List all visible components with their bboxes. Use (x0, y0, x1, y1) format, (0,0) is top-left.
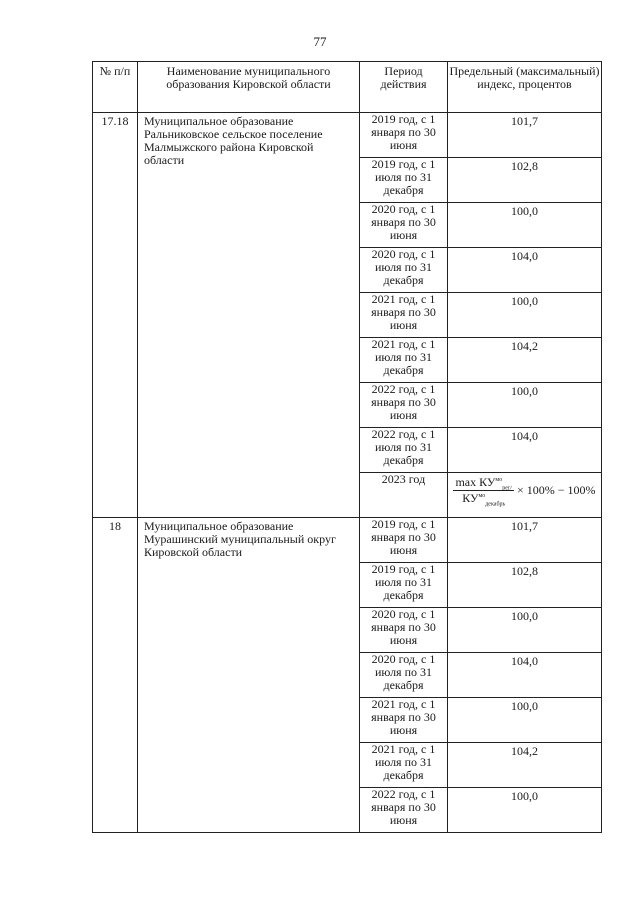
formula-numerator-sup: мо (495, 477, 503, 483)
formula-numerator (453, 476, 514, 491)
header-number: № п/п (93, 62, 138, 113)
period-cell: 2021 год, с 1 января по 30 июня (360, 698, 448, 743)
row-number: 18 (93, 518, 138, 833)
period-cell: 2023 год (360, 473, 448, 518)
index-formula-cell (448, 473, 602, 518)
period-cell: 2019 год, с 1 июля по 31 декабря (360, 563, 448, 608)
period-cell: 2021 год, с 1 января по 30 июня (360, 293, 448, 338)
index-value: 100,0 (448, 203, 602, 248)
period-cell: 2020 год, с 1 июля по 31 декабря (360, 653, 448, 698)
index-value: 104,0 (448, 428, 602, 473)
index-value: 100,0 (448, 383, 602, 428)
index-value: 100,0 (448, 698, 602, 743)
period-cell: 2020 год, с 1 июля по 31 декабря (360, 248, 448, 293)
index-value: 104,0 (448, 653, 602, 698)
table-header-row (93, 62, 602, 113)
index-value: 104,2 (448, 338, 602, 383)
period-cell: 2019 год, с 1 января по 30 июня (360, 113, 448, 158)
index-value: 104,2 (448, 743, 602, 788)
index-value: 100,0 (448, 293, 602, 338)
formula-denominator-sup: мо (478, 493, 486, 499)
header-index: Предельный (максимальный) индекс, процентов (448, 62, 602, 113)
period-cell: 2021 год, с 1 июля по 31 декабря (360, 743, 448, 788)
header-period: Период действия (360, 62, 448, 113)
formula-denominator-text: КУ (462, 491, 479, 505)
table-row (93, 113, 602, 158)
municipality-name: Муниципальное образование Ральниковское сельское поселение Малмыжского района Кировской области (138, 113, 360, 518)
formula-denominator-sub: декабрь (485, 501, 506, 508)
header-municipality: Наименование муниципального образования Кировской области (138, 62, 360, 113)
formula-numerator-text: max КУ (455, 475, 496, 489)
table-body (93, 113, 602, 833)
period-cell: 2021 год, с 1 июля по 31 декабря (360, 338, 448, 383)
period-cell: 2020 год, с 1 января по 30 июня (360, 203, 448, 248)
row-number: 17.18 (93, 113, 138, 518)
period-cell: 2022 год, с 1 января по 30 июня (360, 788, 448, 833)
formula-fraction (453, 475, 514, 508)
formula-tail: × 100% − 100% (516, 483, 596, 497)
period-cell: 2019 год, с 1 июля по 31 декабря (360, 158, 448, 203)
tariff-index-table (92, 61, 602, 833)
period-cell: 2022 год, с 1 июля по 31 декабря (360, 428, 448, 473)
index-value: 100,0 (448, 788, 602, 833)
index-value: 101,7 (448, 518, 602, 563)
index-value: 102,8 (448, 563, 602, 608)
page-number: 77 (313, 34, 327, 49)
index-value: 102,8 (448, 158, 602, 203)
index-value: 100,0 (448, 608, 602, 653)
index-formula (453, 475, 596, 508)
period-cell: 2022 год, с 1 января по 30 июня (360, 383, 448, 428)
period-cell: 2020 год, с 1 января по 30 июня (360, 608, 448, 653)
index-value: 104,0 (448, 248, 602, 293)
formula-denominator (453, 491, 514, 508)
formula-numerator-sub: рег/ (502, 485, 512, 492)
municipality-name: Муниципальное образование Мурашинский муниципальный округ Кировской области (138, 518, 360, 833)
index-value: 101,7 (448, 113, 602, 158)
period-cell: 2019 год, с 1 января по 30 июня (360, 518, 448, 563)
table-row (93, 518, 602, 563)
